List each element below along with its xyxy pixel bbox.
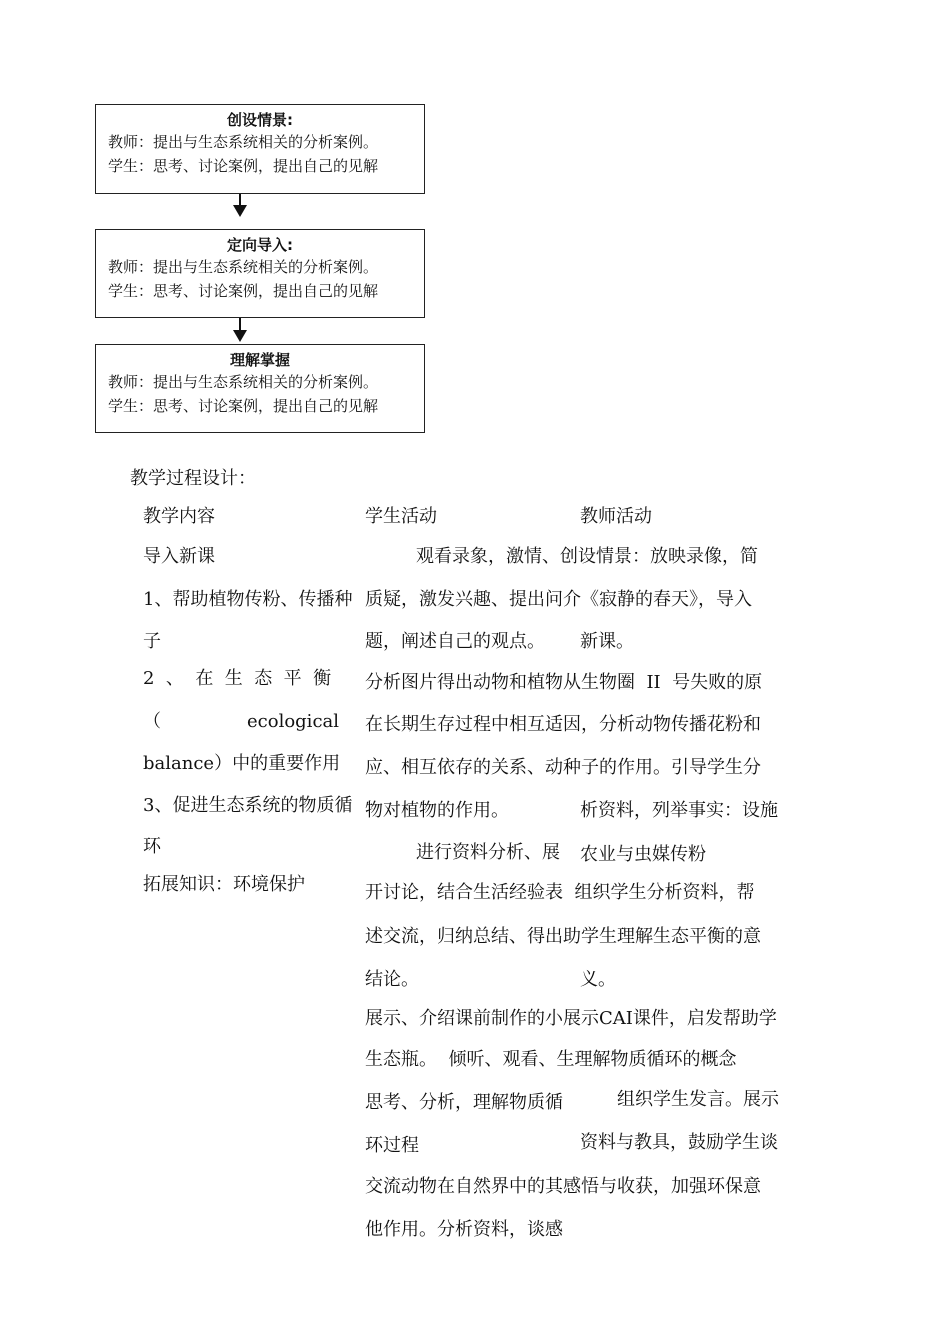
flow-box-3 (95, 344, 425, 433)
column-header-student: 学生活动 (365, 506, 437, 527)
body-line: 结论。 (365, 969, 419, 990)
body-line: 分析图片得出动物和植物从生物圈 II 号失败的原 (365, 672, 763, 693)
body-line: 3、促进生态系统的物质循 (143, 795, 353, 816)
body-line: balance）中的重要作用 (143, 753, 341, 774)
flow-box-1 (95, 104, 425, 194)
body-line: 义。 (580, 969, 616, 990)
body-line: 导入新课 (143, 546, 215, 567)
body-line: 进行资料分析、展 (416, 842, 560, 863)
body-line: 物对植物的作用。 (365, 800, 509, 821)
flow-box-title: 定向导入: (227, 236, 293, 254)
body-line: 新课。 (580, 631, 634, 652)
body-line: 农业与虫媒传粉 (580, 844, 706, 865)
flow-box-title: 创设情景: (227, 111, 293, 129)
flow-box-teacher-line: 教师：提出与生态系统相关的分析案例。 (108, 373, 379, 391)
flow-box-student-line: 学生：思考、讨论案例，提出自己的见解 (108, 157, 379, 175)
column-header-teacher: 教师活动 (580, 506, 652, 527)
flow-box-title: 理解掌握 (229, 351, 290, 369)
body-line: 他作用。分析资料，谈感 (365, 1219, 563, 1240)
body-line: 展示、介绍课前制作的小展示CAI课件，启发帮助学 (365, 1008, 777, 1029)
body-line: 拓展知识：环境保护 (143, 874, 305, 895)
flow-box-teacher-line: 教师：提出与生态系统相关的分析案例。 (108, 133, 379, 151)
body-line: 子 (143, 631, 161, 652)
body-line: 环过程 (365, 1135, 419, 1156)
down-arrow-icon (233, 205, 247, 217)
body-line: 述交流，归纳总结、得出助学生理解生态平衡的意 (365, 926, 761, 947)
body-line: 1、帮助植物传粉、传播种 (143, 589, 353, 610)
flow-box-teacher-line: 教师：提出与生态系统相关的分析案例。 (108, 258, 379, 276)
body-line: 生态瓶。 倾听、观看、生理解物质循环的概念 (365, 1049, 737, 1070)
body-line: 观看录象，激情、创设情景：放映录像，简 (416, 546, 758, 567)
body-line: 题，阐述自己的观点。 (365, 631, 545, 652)
body-line: 组织学生发言。展示 (617, 1089, 779, 1110)
body-line: 在长期生存过程中相互适因，分析动物传播花粉和 (365, 714, 761, 735)
body-line: 资料与教具，鼓励学生谈 (580, 1132, 778, 1153)
body-line: 思考、分析，理解物质循 (365, 1092, 563, 1113)
flow-box-student-line: 学生：思考、讨论案例，提出自己的见解 (108, 282, 379, 300)
flow-box-student-line: 学生：思考、讨论案例，提出自己的见解 (108, 397, 379, 415)
flow-box-2 (95, 229, 425, 318)
body-line: 析资料，列举事实：设施 (580, 800, 778, 821)
section-title: 教学过程设计： (130, 468, 256, 489)
body-line: （ (143, 711, 161, 732)
body-line: 环 (143, 836, 161, 857)
body-line: 质疑，激发兴趣、提出问介《寂静的春天》，导入 (365, 589, 752, 610)
body-line: 开讨论，结合生活经验表 组织学生分析资料，帮 (365, 882, 755, 903)
column-header-content: 教学内容 (143, 506, 215, 527)
down-arrow-icon (233, 330, 247, 342)
body-line: 应、相互依存的关系、动种子的作用。引导学生分 (365, 757, 761, 778)
body-line: 交流动物在自然界中的其感悟与收获，加强环保意 (365, 1176, 761, 1197)
body-line: ecological (247, 711, 340, 732)
body-line: 2 、 在 生 态 平 衡 (143, 668, 332, 689)
